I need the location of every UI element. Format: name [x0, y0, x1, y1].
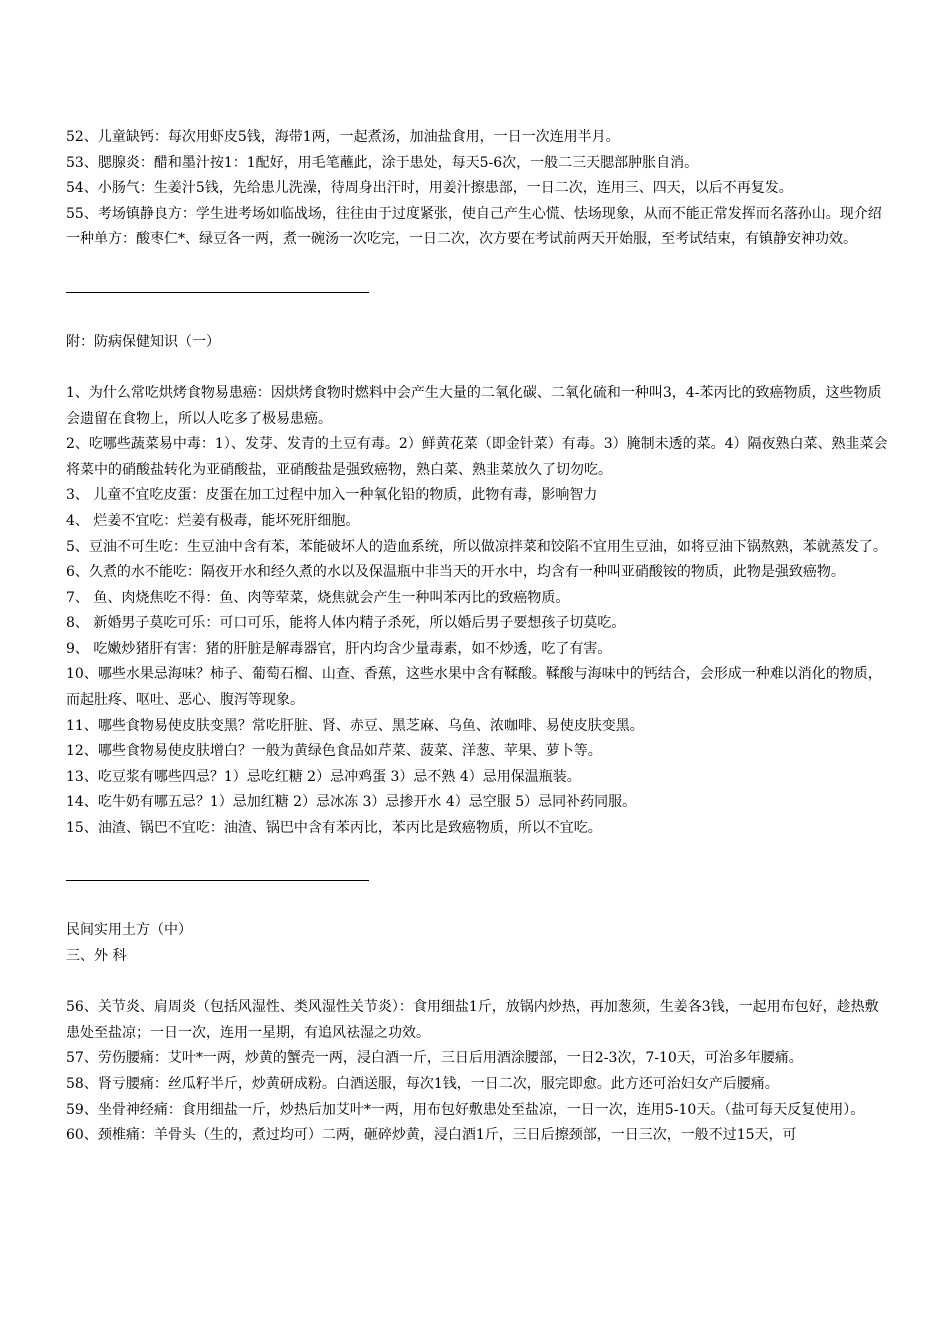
- section-subheading-surgery: 三、外 科: [66, 948, 127, 964]
- spacer: [66, 355, 888, 381]
- health-item-4: 4、 烂姜不宜吃：烂姜有极毒，能坏死肝细胞。: [66, 512, 360, 529]
- remedy-item-56: 56、关节炎、肩周炎（包括风湿性、类风湿性关节炎）：食用细盐1斤，放锅内炒热，再加葱须，生姜各3钱，一起用布包好，趁热敷患处至盐凉；一日一次，连用一星期，有追风祛湿之功效。: [66, 999, 879, 1041]
- spacer: [66, 842, 888, 868]
- remedy-item-53: 53、腮腺炎：醋和墨汁按1：1配好，用毛笔蘸此，涂于患处，每天5-6次，一般二三天腮部肿胀自消。: [66, 154, 699, 171]
- health-item-1: 1、为什么常吃烘烤食物易患癌：因烘烤食物时燃料中会产生大量的二氧化碳、二氧化硫和一种叫3，4-苯丙比的致癌物质，这些物质会遗留在食物上，所以人吃多了极易患癌。: [66, 384, 882, 427]
- section-divider: [66, 867, 888, 893]
- remedy-item-59: 59、坐骨神经痛：食用细盐一斤，炒热后加艾叶*一两，用布包好敷患处至盐凉，一日一次，连用5-10天。（盐可每天反复使用）。: [66, 1101, 865, 1118]
- spacer: [66, 253, 888, 279]
- remedy-item-54: 54、小肠气：生姜汁5钱，先给患儿洗澡，待周身出汗时，用姜汁擦患部，一日二次，连用三、四天，以后不再复发。: [66, 180, 793, 197]
- health-item-2: 2、吃哪些蔬菜易中毒：1）、发芽、发青的土豆有毒。2）鲜黄花菜（即金针菜）有毒。3）腌制未透的菜。4）隔夜熟白菜、熟韭菜会将菜中的硝酸盐转化为亚硝酸盐，亚硝酸盐是强致癌物，熟白菜、熟韭菜放久了切勿吃。: [66, 436, 888, 478]
- health-item-3: 3、 儿童不宜吃皮蛋：皮蛋在加工过程中加入一种氧化铅的物质，此物有毒，影响智力: [66, 487, 598, 504]
- health-item-14: 14、吃牛奶有哪五忌？1）忌加红糖 2）忌冰冻 3）忌掺开水 4）忌空服 5）忌同补药同服。: [66, 794, 637, 811]
- section-divider: [66, 279, 888, 305]
- remedy-item-52: 52、儿童缺钙：每次用虾皮5钱，海带1两，一起煮汤，加油盐食用，一日一次连用半月。: [66, 129, 620, 145]
- health-item-11: 11、哪些食物易使皮肤变黑？常吃肝脏、肾、赤豆、黑芝麻、乌鱼、浓咖啡、易使皮肤变黑。: [66, 717, 644, 734]
- health-item-7: 7、 鱼、肉烧焦吃不得：鱼、肉等荤菜，烧焦就会产生一种叫苯丙比的致癌物质。: [66, 589, 570, 606]
- section-heading-folk-remedies: 民间实用土方（中）: [66, 922, 192, 939]
- health-item-15: 15、油渣、锅巴不宜吃：油渣、锅巴中含有苯丙比，苯丙比是致癌物质，所以不宜吃。: [66, 820, 602, 837]
- health-item-6: 6、久煮的水不能吃：隔夜开水和经久煮的水以及保温瓶中非当天的开水中，均含有一种叫亚硝酸铵的物质，此物是强致癌物。: [66, 564, 845, 581]
- remedy-item-57: 57、劳伤腰痛：艾叶*一两，炒黄的蟹壳一两，浸白酒一斤，三日后用酒涂腰部，一日2-3次，7-10天，可治多年腰痛。: [66, 1050, 803, 1067]
- health-item-5: 5、豆油不可生吃：生豆油中含有苯，苯能破坏人的造血系统，所以做凉拌菜和饺陷不宜用生豆油，如将豆油下锅熬熟，苯就蒸发了。: [66, 538, 887, 555]
- remedy-item-55: 55、考场镇静良方：学生进考场如临战场，往往由于过度紧张，使自己产生心慌、怯场现象，从而不能正常发挥而名落孙山。现介绍一种单方：酸枣仁*、绿豆各一两，煮一碗汤一次吃完，一日二次，次方要在考试前两天开始服，至考试结束，有镇静安神功效。: [66, 205, 882, 248]
- health-item-9: 9、 吃嫩炒猪肝有害：猪的肝脏是解毒器官，肝内均含少量毒素，如不炒透，吃了有害。: [66, 640, 612, 657]
- remedy-item-60: 60、颈椎痛：羊骨头（生的，煮过均可）二两，砸碎炒黄，浸白酒1斤，三日后擦颈部，一日三次，一般不过15天，可: [66, 1127, 797, 1144]
- spacer: [66, 970, 888, 996]
- health-item-12: 12、哪些食物易使皮肤增白？一般为黄绿色食品如芹菜、菠菜、洋葱、苹果、萝卜等。: [66, 743, 602, 760]
- spacer: [66, 893, 888, 919]
- health-item-8: 8、 新婚男子莫吃可乐：可口可乐，能将人体内精子杀死，所以婚后男子要想孩子切莫吃。: [66, 615, 626, 632]
- document-body: [66, 125, 888, 1149]
- health-item-10: 10、哪些水果忌海味？柿子、葡萄石榴、山查、香蕉，这些水果中含有鞣酸。鞣酸与海味中的钙结合，会形成一种难以消化的物质，而起肚疼、呕吐、恶心、腹泻等现象。: [66, 666, 882, 709]
- health-item-13: 13、吃豆浆有哪些四忌？1）忌吃红糖 2）忌冲鸡蛋 3）忌不熟 4）忌用保温瓶装。: [66, 768, 581, 785]
- section-heading-health-knowledge: 附：防病保健知识（一）: [66, 333, 220, 350]
- remedy-item-58: 58、肾亏腰痛：丝瓜籽半斤，炒黄研成粉。白酒送服，每次1钱，一日二次，服完即愈。此方还可治妇女产后腰痛。: [66, 1075, 779, 1092]
- spacer: [66, 304, 888, 330]
